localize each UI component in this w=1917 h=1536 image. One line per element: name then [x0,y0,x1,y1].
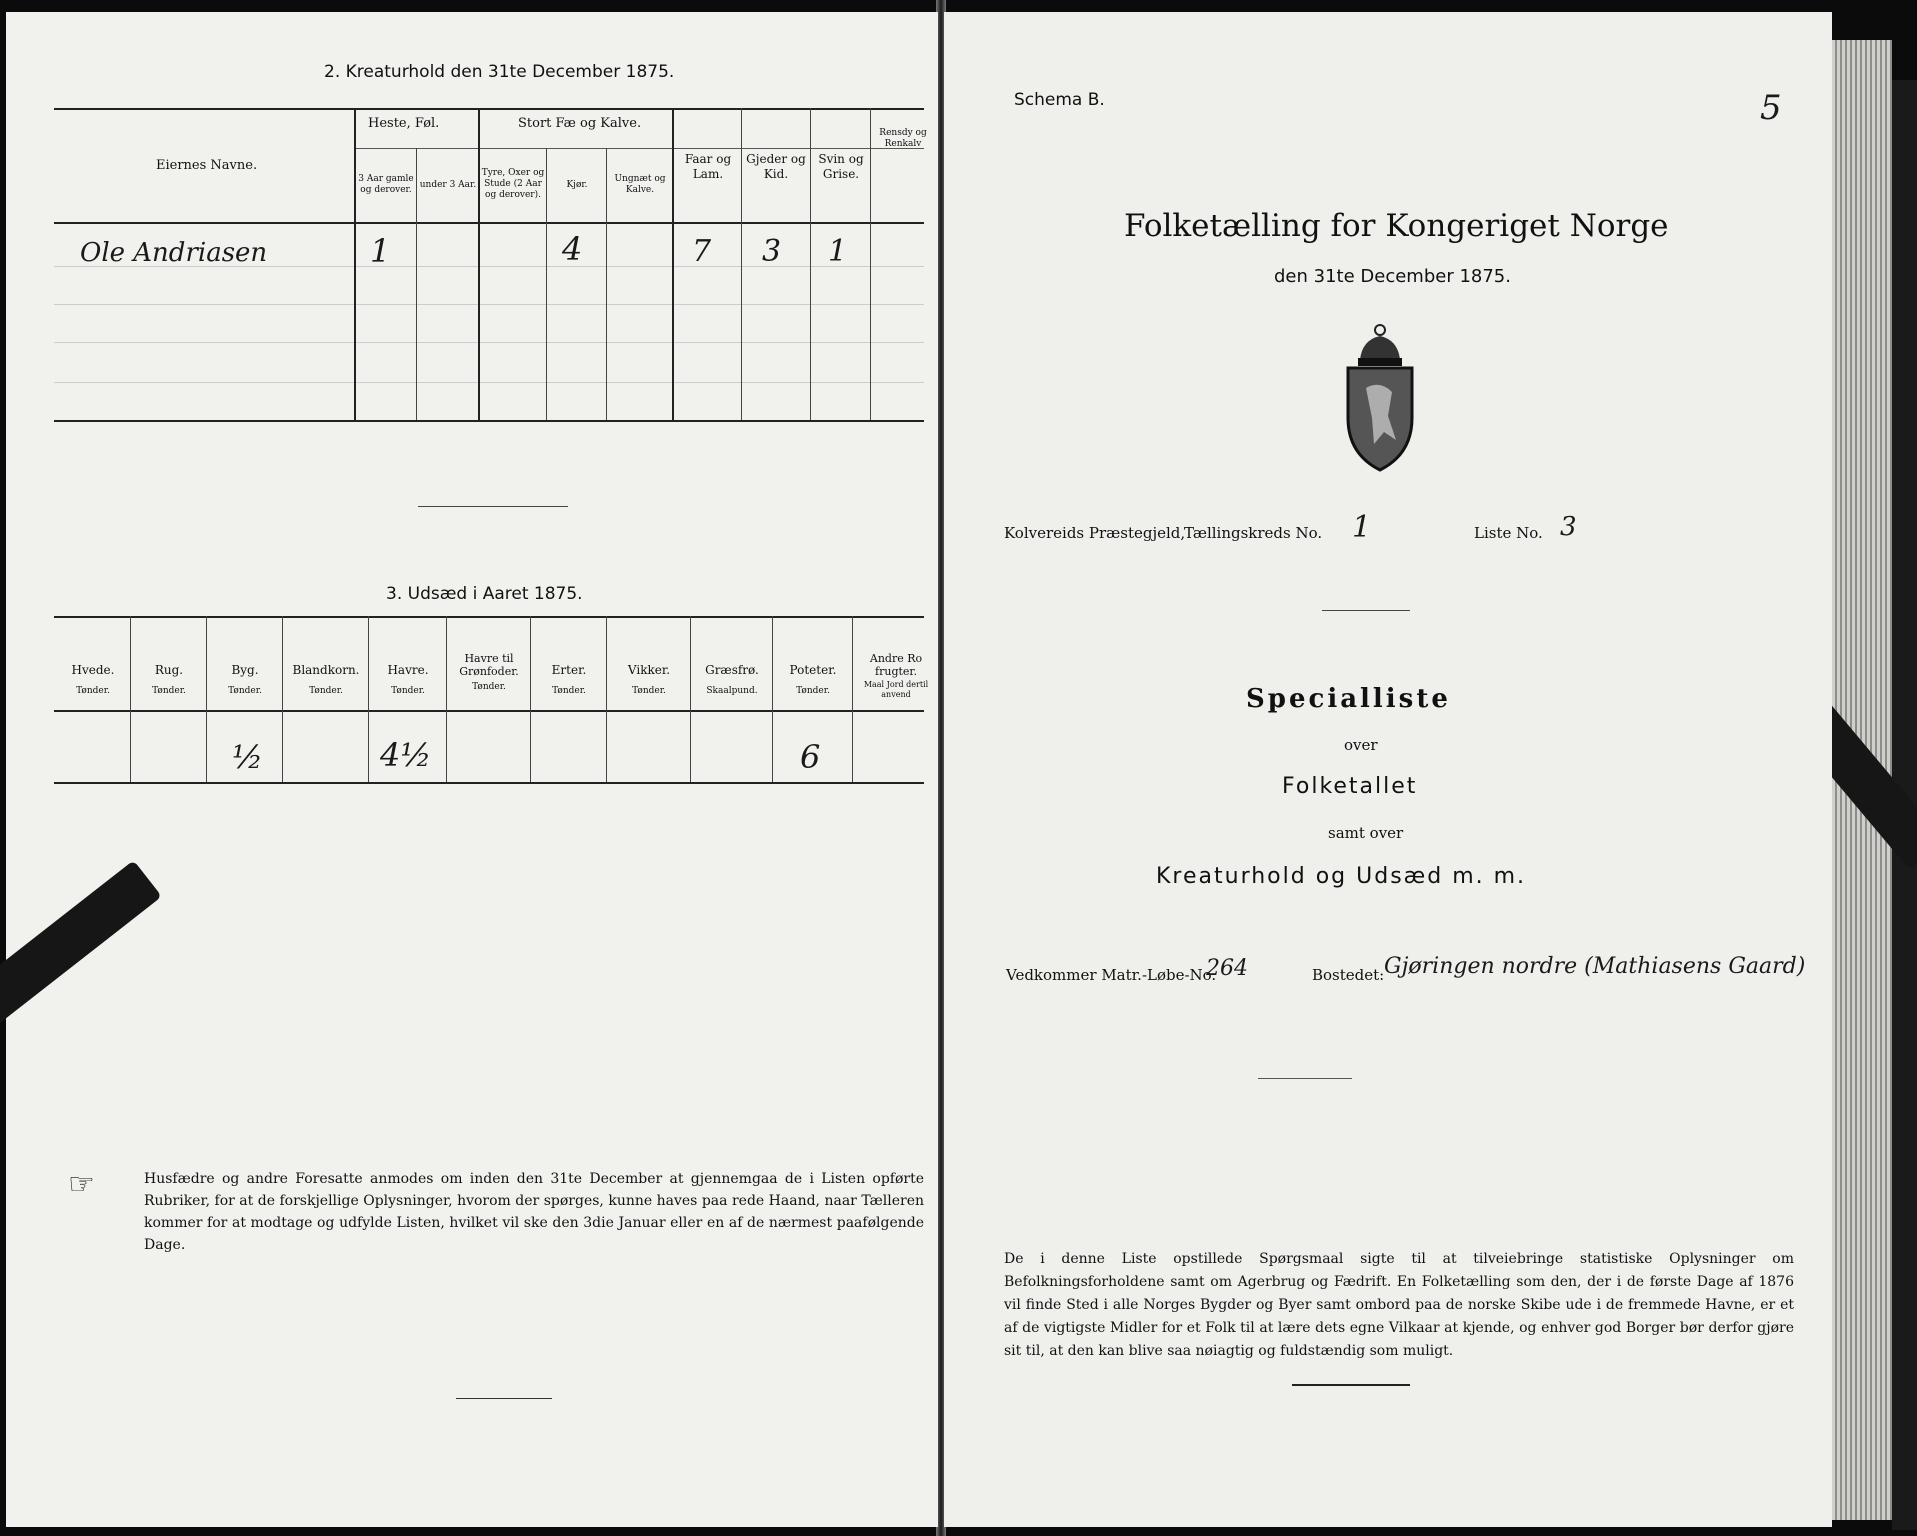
col-vikker-unit: Tønder. [632,686,666,696]
col-vikker: Vikker. [627,663,671,677]
page-number: 5 [1760,88,1782,128]
table3-col-rule [690,616,691,782]
footer-rule [456,1398,552,1399]
col-havre-gronfoder: Havre til Grønfoder. [459,652,519,678]
table3-col-rule [530,616,531,782]
table2-col-rule [546,148,547,420]
parish-label: Kolvereids Præstegjeld, [1004,524,1186,542]
bosted-value: Gjøringen nordre (Mathiasens Gaard) [1384,954,1806,979]
horses-under3-header: under 3 Aar. [419,180,477,190]
pigs-header: Svin og Grise. [818,152,864,181]
matr-label: Vedkommer Matr.-Løbe-No. [1006,966,1217,984]
pigs-value: 1 [828,234,848,269]
young-cattle-header: Ungnæt og Kalve. [614,174,666,195]
matr-value: 264 [1206,956,1248,981]
col-rug: Rug. [154,663,184,677]
col-havre: Havre. [387,663,429,677]
district-value: 1 [1352,510,1372,545]
table3-col-rule [368,616,369,782]
byg-value: ½ [232,738,264,776]
table2-col-rule [741,108,742,420]
list-value: 3 [1560,512,1577,542]
coat-of-arms-icon [1340,322,1420,474]
district-label: Tællingskreds No. [1184,524,1323,542]
table2-col-rule [416,148,417,420]
col-poteter: Poteter. [789,663,837,677]
table2-col-rule [810,108,811,420]
col-havre-gronfoder-unit: Tønder. [472,682,506,692]
col-byg: Byg. [231,663,259,677]
col-erter-unit: Tønder. [552,686,586,696]
reindeer-header: Rensdy og Renkalv [879,128,927,149]
bosted-label: Bostedet: [1312,966,1385,984]
poteter-value: 6 [800,738,821,776]
table2-col-rule [672,108,674,420]
sheep-header: Faar og Lam. [684,152,732,181]
notice-text: Husfædre og andre Foresatte anmodes om inden den 31te December at gjennemgaa de i Listen opførte Rubriker, for at de forskjellige Oplysninger, hvorom der spørges, kunne haves paa rede Haand, naar Tælleren kommer for at modtage og udfylde Listen, hvilket vil ske den 3die Januar eller en af de nærmest paafølgende Dage. [144,1171,924,1253]
horses-3plus-value: 1 [370,232,391,270]
table2-top-rule [54,108,924,110]
col-havre-unit: Tønder. [391,686,425,696]
cattle-group-header: Stort Fæ og Kalve. [518,116,642,131]
owner-header: Eiernes Navne. [156,158,258,173]
separator-rule [1258,1078,1352,1079]
section2-title: 2. Kreaturhold den 31te December 1875. [324,62,675,82]
pointing-hand-icon: ☞ [68,1167,95,1202]
samt-over-label: samt over [1328,824,1404,842]
col-graesfro-unit: Skaalpund. [706,686,758,696]
sheep-value: 7 [692,234,712,269]
table2-bottom-rule [54,420,924,422]
cows-header: Kjør. [566,180,588,190]
table3-bottom-rule [54,782,924,784]
over-label: over [1344,736,1378,754]
bottom-info-text: De i denne Liste opstillede Spørgsmaal sigte til at tilveiebringe statistiske Oplysninger om Befolkningsforholdene samt om Agerbrug og Fædrift. En Folketælling som den, der i de første Dage af 1876 vil finde Sted i alle Norges Bygder og Byer samt ombord paa de norske Skibe ude i de fremmede Havne, er et af de vigtigste Midler for et Folk til at lære dets egne Vilkaar at kjende, og enhver god Borger bør derfor gjøre sit til, at den kan blive saa nøiagtig og fuldstændig som muligt. [1004,1251,1794,1359]
table3-col-rule [130,616,131,782]
owner-name: Ole Andriasen [80,238,268,268]
footer-rule [1292,1384,1410,1386]
right-page [944,12,1832,1527]
cows-value: 4 [562,230,583,268]
main-title: Folketælling for Kongeriget Norge [1124,208,1669,244]
col-graesfro: Græsfrø. [705,663,759,677]
table3-col-rule [282,616,283,782]
section3-title: 3. Udsæd i Aaret 1875. [386,584,583,604]
separator-rule [418,506,568,507]
table2-col-rule [870,108,871,420]
kreaturhold-label: Kreaturhold og Udsæd m. m. [1156,864,1527,889]
col-hvede: Hvede. [71,663,115,677]
col-blandkorn: Blandkorn. [292,663,360,677]
table3-col-rule [606,616,607,782]
special-title: Specialliste [1246,684,1451,714]
col-blandkorn-unit: Tønder. [309,686,343,696]
col-andre-rodfrugter-unit: Maal Jord dertil anvend [863,680,929,699]
separator-rule [1322,610,1410,611]
table2-row-rule [54,382,924,383]
table3-col-rule [206,616,207,782]
horses-3plus-header: 3 Aar gamle og derover. [358,174,414,195]
folketallet-label: Folketallet [1282,774,1418,799]
col-erter: Erter. [551,663,587,677]
table2-col-rule [606,148,607,420]
table3-col-rule [772,616,773,782]
havre-value: 4½ [380,736,432,774]
list-label: Liste No. [1474,524,1543,542]
col-poteter-unit: Tønder. [796,686,830,696]
col-rug-unit: Tønder. [152,686,186,696]
goats-header: Gjeder og Kid. [746,152,806,181]
main-subtitle: den 31te December 1875. [1274,266,1511,287]
left-page [6,12,938,1527]
table2-row-rule [54,342,924,343]
table2-col-rule [354,108,356,420]
col-hvede-unit: Tønder. [76,686,110,696]
col-byg-unit: Tønder. [228,686,262,696]
table2-subheader-rule [354,148,924,149]
table3-header-rule [54,710,924,712]
table2-row-rule [54,304,924,305]
horses-group-header: Heste, Føl. [368,116,440,131]
table2-header-rule [54,222,924,224]
goats-value: 3 [762,234,782,269]
table3-col-rule [446,616,447,782]
schema-label: Schema B. [1014,90,1105,110]
table3-top-rule [54,616,924,618]
table3-col-rule [852,616,853,782]
col-andre-rodfrugter: Andre Ro frugter. [869,652,923,678]
table2-col-rule [478,108,480,420]
bulls-header: Tyre, Oxer og Stude (2 Aar og derover). [481,168,545,200]
